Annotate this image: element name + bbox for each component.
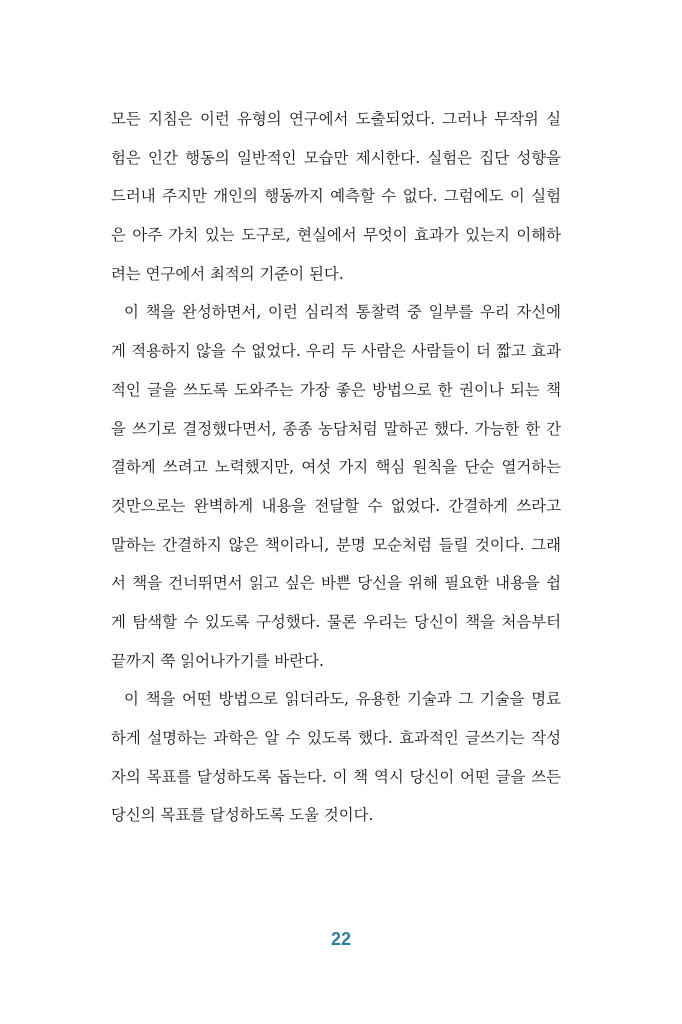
text-line: 끝까지 쭉 읽어나가기를 바란다. [111, 651, 324, 670]
text-line: 결하게 쓰려고 노력했지만, 여섯 가지 핵심 원칙을 단순 열거하는 [111, 458, 561, 477]
text-line: 게 탐색할 수 있도록 구성했다. 물론 우리는 당신이 책을 처음부터 [111, 612, 561, 631]
text-line: 말하는 간결하지 않은 책이라니, 분명 모순처럼 들릴 것이다. 그래 [111, 535, 561, 554]
text-line: 험은 인간 행동의 일반적인 모습만 제시한다. 실험은 집단 성향을 [111, 148, 561, 167]
text-line: 을 쓰기로 결정했다면서, 종종 농담처럼 말하곤 했다. 가능한 한 간 [111, 419, 561, 438]
paragraph-3 [111, 680, 561, 835]
page-number: 22 [330, 929, 352, 949]
paragraph-1 [111, 100, 561, 293]
text-line: 모든 지침은 이런 유형의 연구에서 도출되었다. 그러나 무작위 실 [111, 110, 561, 128]
text-line: 이 책을 어떤 방법으로 읽더라도, 유용한 기술과 그 기술을 명료 [124, 690, 561, 709]
text-line: 이 책을 완성하면서, 이런 심리적 통찰력 중 일부를 우리 자신에 [124, 303, 561, 322]
paragraph-2 [111, 293, 561, 680]
body-text [111, 100, 561, 835]
text-line: 은 아주 가치 있는 도구로, 현실에서 무엇이 효과가 있는지 이해하 [111, 226, 561, 245]
text-line: 려는 연구에서 최적의 기준이 된다. [111, 264, 344, 283]
text-line: 게 적용하지 않을 수 없었다. 우리 두 사람은 사람들이 더 짧고 효과 [111, 342, 561, 361]
text-line: 자의 목표를 달성하도록 돕는다. 이 책 역시 당신이 어떤 글을 쓰든 [111, 767, 561, 786]
text-line: 당신의 목표를 달성하도록 도울 것이다. [111, 806, 374, 825]
text-line: 서 책을 건너뛰면서 읽고 싶은 바쁜 당신을 위해 필요한 내용을 쉽 [111, 574, 561, 593]
text-line: 적인 글을 쓰도록 도와주는 가장 좋은 방법으로 한 권이나 되는 책 [111, 380, 561, 399]
text-line: 것만으로는 완벽하게 내용을 전달할 수 없었다. 간결하게 쓰라고 [111, 496, 561, 515]
text-line: 드러내 주지만 개인의 행동까지 예측할 수 없다. 그럼에도 이 실험 [111, 187, 561, 206]
text-line: 하게 설명하는 과학은 알 수 있도록 했다. 효과적인 글쓰기는 작성 [111, 729, 561, 747]
